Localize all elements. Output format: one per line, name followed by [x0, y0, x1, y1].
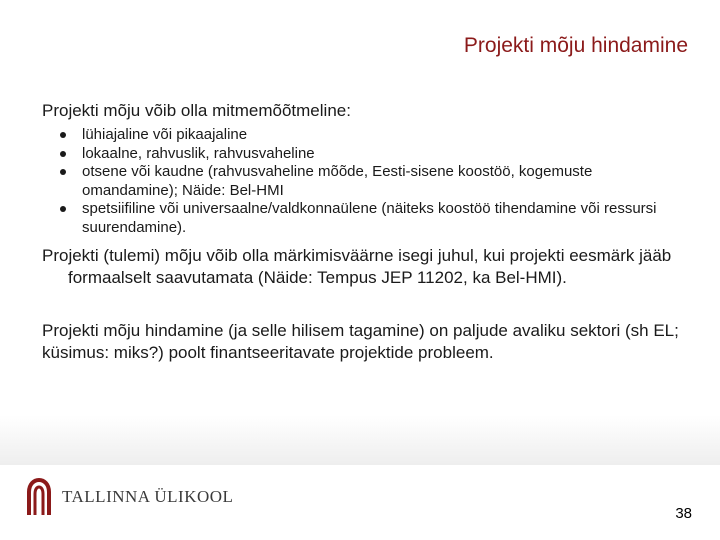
university-logo — [26, 478, 233, 516]
bullet-text: otsene või kaudne (rahvusvaheline mõõde, Eesti-sisene koostöö, kogemuste omandamine); Näide: Bel-HMI — [82, 163, 593, 199]
slide-title: Projekti mõju hindamine — [463, 34, 688, 57]
intro-text: Projekti mõju võib olla mitmemõõtmeline: — [42, 101, 351, 120]
bullet-dot-icon — [60, 132, 66, 138]
paragraph-assessment: Projekti mõju hindamine (ja selle hilisem tagamine) on paljude avaliku sektori (sh EL; küsimus: miks?) poolt finantseeritavate projektide probleem. — [42, 321, 679, 362]
bullet-item — [60, 126, 692, 145]
page-number: 38 — [675, 505, 692, 522]
bullet-dot-icon — [60, 206, 66, 212]
slide-content — [42, 100, 692, 364]
bullet-list — [42, 126, 692, 237]
footer-gradient — [0, 415, 720, 465]
bullet-dot-icon — [60, 169, 66, 175]
bullet-text: lokaalne, rahvuslik, rahvusvaheline — [82, 144, 315, 162]
bullet-dot-icon — [60, 151, 66, 157]
bullet-text: spetsiifiline või universaalne/valdkonnaülene (näiteks koostöö tihendamine või ressursi suurendamine). — [82, 200, 657, 236]
logo-text: TALLINNA ÜLIKOOL — [62, 487, 234, 506]
bullet-text: lühiajaline või pikaajaline — [82, 126, 248, 143]
tallinn-university-emblem-icon — [26, 478, 52, 516]
bullet-item — [60, 163, 692, 200]
paragraph-impact: Projekti (tulemi) mõju võib olla märkimisväärne isegi juhul, kui projekti eesmärk jääb formaalselt saavutamata (Näide: Tempus JEP 11202, ka Bel-HMI). — [42, 246, 672, 287]
bullet-item — [60, 200, 692, 237]
bullet-item — [60, 145, 692, 164]
